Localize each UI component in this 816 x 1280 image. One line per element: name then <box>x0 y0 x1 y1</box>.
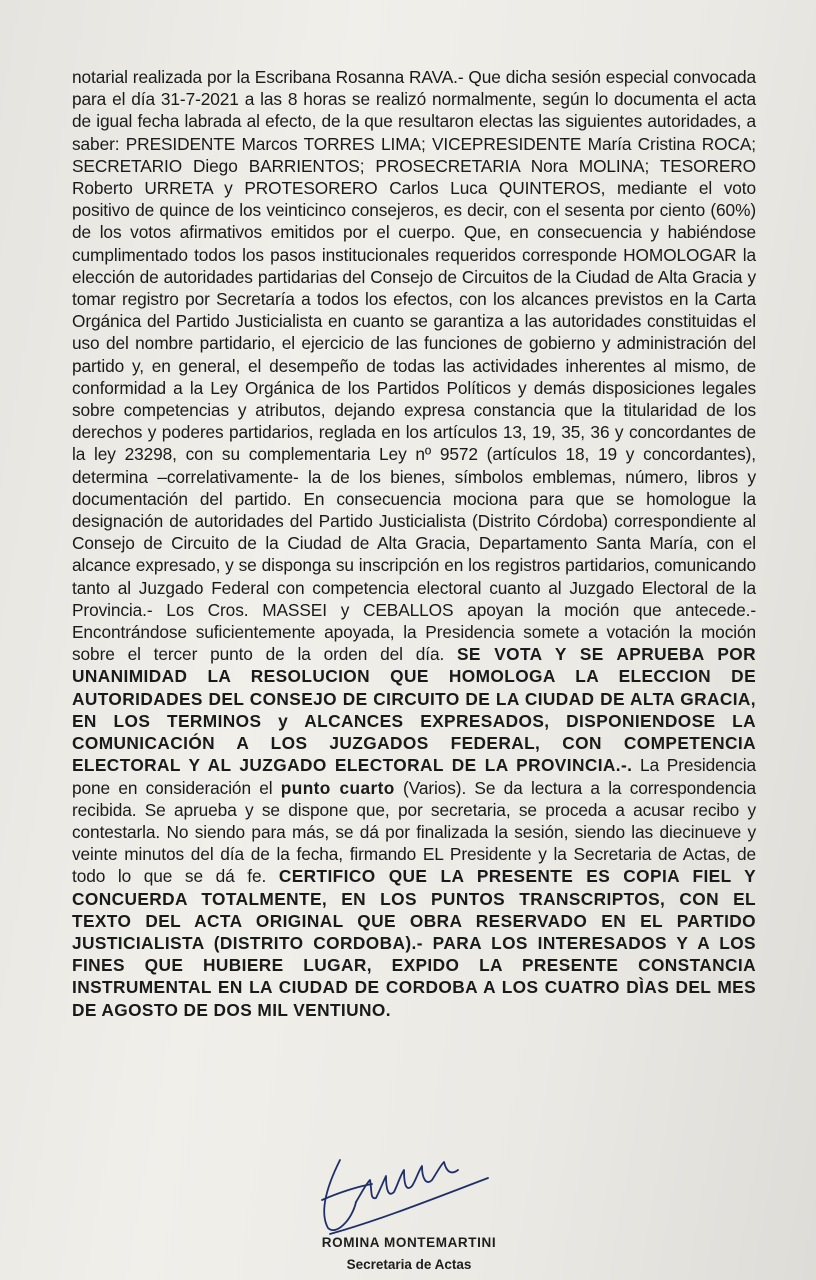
handwritten-signature <box>300 1140 500 1240</box>
resolution-bold-text: SE VOTA Y SE APRUEBA POR UNANIMIDAD LA RESOLUCION QUE HOMOLOGA LA ELECCION DE AUTORIDADES DEL CONSEJO DE CIRCUITO DE LA CIUDAD DE ALTA GRACIA, EN LOS TERMINOS y ALCANCES EXPRESADOS, DISPONIENDOSE LA COMUNICACIÓN A LOS JUZGADOS FEDERAL, CON COMPETENCIA ELECTORAL Y AL JUZGADO ELECTORAL DE LA PROVINCIA.-. <box>72 644 756 776</box>
paragraph-text-3: (Varios). Se da lectura a la correspondencia recibida. Se aprueba y se dispone que, por secretaria, se proceda a acusar recibo y contestarla. No siendo para más, se dá por finalizada la sesión, siendo las diecinueve y veinte minutos del día de la fecha, firmando EL Presidente y la Secretaria de Actas, de todo lo que se dá fe. <box>72 777 756 887</box>
signature-block <box>280 1140 540 1280</box>
certification-bold-text: CERTIFICO QUE LA PRESENTE ES COPIA FIEL Y CONCUERDA TOTALMENTE, EN LOS PUNTOS TRANSCRIPTOS, CON EL TEXTO DEL ACTA ORIGINAL QUE OBRA RESERVADO EN EL PARTIDO JUSTICIALISTA (DISTRITO CORDOBA).- PARA LOS INTERESADOS Y A LOS FINES QUE HUBIERE LUGAR, EXPIDO LA PRESENTE CONSTANCIA INSTRUMENTAL EN LA CIUDAD DE CORDOBA A LOS CUATRO DÌAS DEL MES DE AGOSTO DE DOS MIL VENTIUNO. <box>72 866 757 1020</box>
paragraph-text: notarial realizada por la Escribana Rosanna RAVA.- Que dicha sesión especial convocada para el día 31-7-2021 a las 8 horas se realizó normalmente, según lo documenta el acta de igual fecha labrada al efecto, de la que resultaron electas las siguientes autoridades, a saber: PRESIDENTE Marcos TORRES LIMA; VICEPRESIDENTE María Cristina ROCA; SECRETARIO Diego BARRIENTOS; PROSECRETARIA Nora MOLINA; TESORERO Roberto URRETA y PROTESORERO Carlos Luca QUINTEROS, mediante el voto positivo de quince de los veinticinco consejeros, es decir, con el sesenta por ciento (60%) de los votos afirmativos emitidos por el cuerpo. Que, en consecuencia y habiéndose cumplimentado todos los pasos institucionales requeridos corresponde HOMOLOGAR la elección de autoridades partidarias del Consejo de Circuitos de la Ciudad de Alta Gracia y tomar registro por Secretaría a todos los efectos, con los alcances previstos en la Carta Orgánica del Partido Justicialista en cuanto se garantiza a las autoridades constituidas el uso del nombre partidario, el ejercicio de las funciones de gobierno y administración del partido y, en general, el desempeño de todas las actividades inherentes al mismo, de conformidad a la Ley Orgánica de los Partidos Políticos y demás disposiciones legales sobre competencias y atributos, dejando expresa constancia que la titularidad de los derechos y poderes partidarios, reglada en los artículos 13, 19, 35, 36 y concordantes de la ley 23298, con su complementaria Ley nº 9572 (artículos 18, 19 y concordantes), determina –correlativamente- la de los bienes, símbolos emblemas, número, libros y documentación del partido. En consecuencia mociona para que se homologue la designación de autoridades del Partido Justicialista (Distrito Córdoba) correspondiente al Consejo de Circuito de la Ciudad de Alta Gracia, Departamento Santa María, con el alcance expresado, y se disponga su inscripción en los registros partidarios, comunicando tanto al Juzgado Federal con competencia electoral cuanto al Juzgado Electoral de la Provincia.- Los Cros. MASSEI y CEBALLOS apoyan la moción que antecede.- Encontrándose suficientemente apoyada, la Presidencia somete a votación la moción sobre el tercer punto de la orden del día. <box>72 67 756 665</box>
document-body <box>72 66 756 1021</box>
punto-cuarto-bold: punto cuarto <box>280 777 395 798</box>
signatory-title: Secretaria de Actas <box>346 1257 472 1272</box>
paragraph-text-2: La Presidencia pone en consideración el <box>72 755 756 798</box>
signatory-name: ROMINA MONTEMARTINI <box>321 1235 497 1250</box>
